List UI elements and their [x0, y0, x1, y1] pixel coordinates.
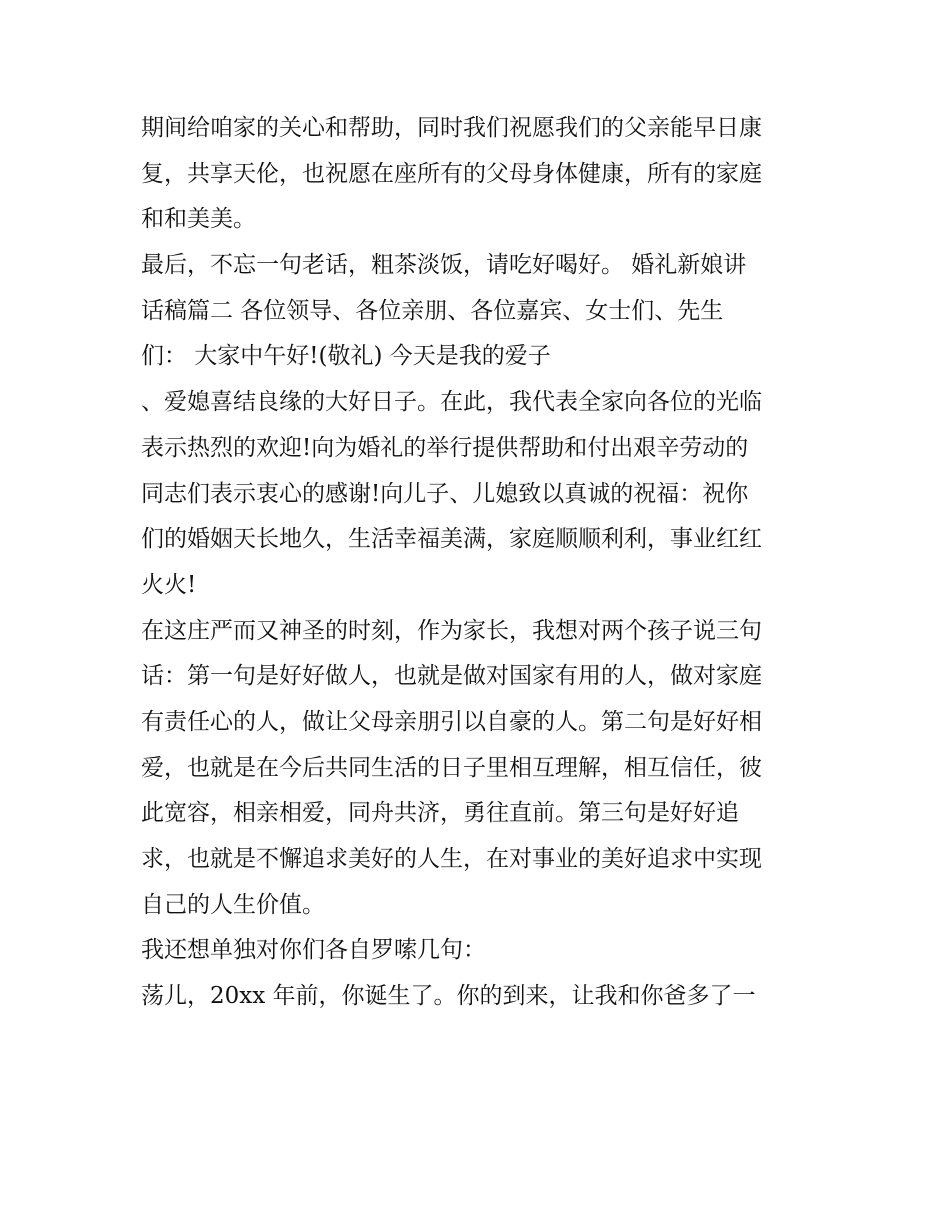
text-line: 火火! [141, 571, 197, 598]
text-line: 求，也就是不懈追求美好的人生，在对事业的美好追求中实现 [141, 846, 762, 872]
text-line: 们： 大家中午好!(敬礼) 今天是我的爱子 [141, 343, 551, 370]
text-line: 复，共享天伦，也祝愿在座所有的父母身体健康，所有的家庭 [141, 160, 762, 187]
speech-body-text [141, 106, 821, 1020]
text-line: 表示热烈的欢迎!向为婚礼的举行提供帮助和付出艰辛劳动的 [141, 434, 749, 461]
text-line: 话：第一句是好好做人，也就是做对国家有用的人，做对家庭 [141, 663, 762, 690]
text-line: 最后，不忘一句老话，粗茶淡饭，请吃好喝好。 婚礼新娘讲 [141, 252, 747, 279]
text-line: 我还想单独对你们各自罗嗦几句： [141, 937, 486, 964]
text-line: 和和美美。 [141, 206, 256, 233]
text-line: 此宽容，相亲相爱，同舟共济，勇往直前。第三句是好好追 [141, 800, 739, 827]
text-line: 话稿篇二 各位领导、各位亲朋、各位嘉宾、女士们、先生 [141, 297, 724, 324]
text-line: 们的婚姻天长地久，生活幸福美满，家庭顺顺利利，事业红红 [141, 526, 762, 553]
text-line: 自己的人生价值。 [141, 891, 325, 918]
text-line: 荡儿，20xx 年前，你诞生了。你的到来，让我和你爸多了一 [141, 983, 756, 1010]
text-line: 有责任心的人，做让父母亲朋引以自豪的人。第二句是好好相 [141, 708, 762, 735]
text-line: 同志们表示衷心的感谢!向儿子、儿媳致以真诚的祝福：祝你 [141, 480, 749, 507]
text-line: 在这庄严而又神圣的时刻，作为家长，我想对两个孩子说三句 [141, 617, 762, 644]
text-line: 爱，也就是在今后共同生活的日子里相互理解，相互信任，彼 [141, 754, 762, 781]
text-line: 、爱媳喜结良缘的大好日子。在此，我代表全家向各位的光临 [141, 389, 762, 416]
text-line: 期间给咱家的关心和帮助，同时我们祝愿我们的父亲能早日康 [141, 115, 762, 141]
